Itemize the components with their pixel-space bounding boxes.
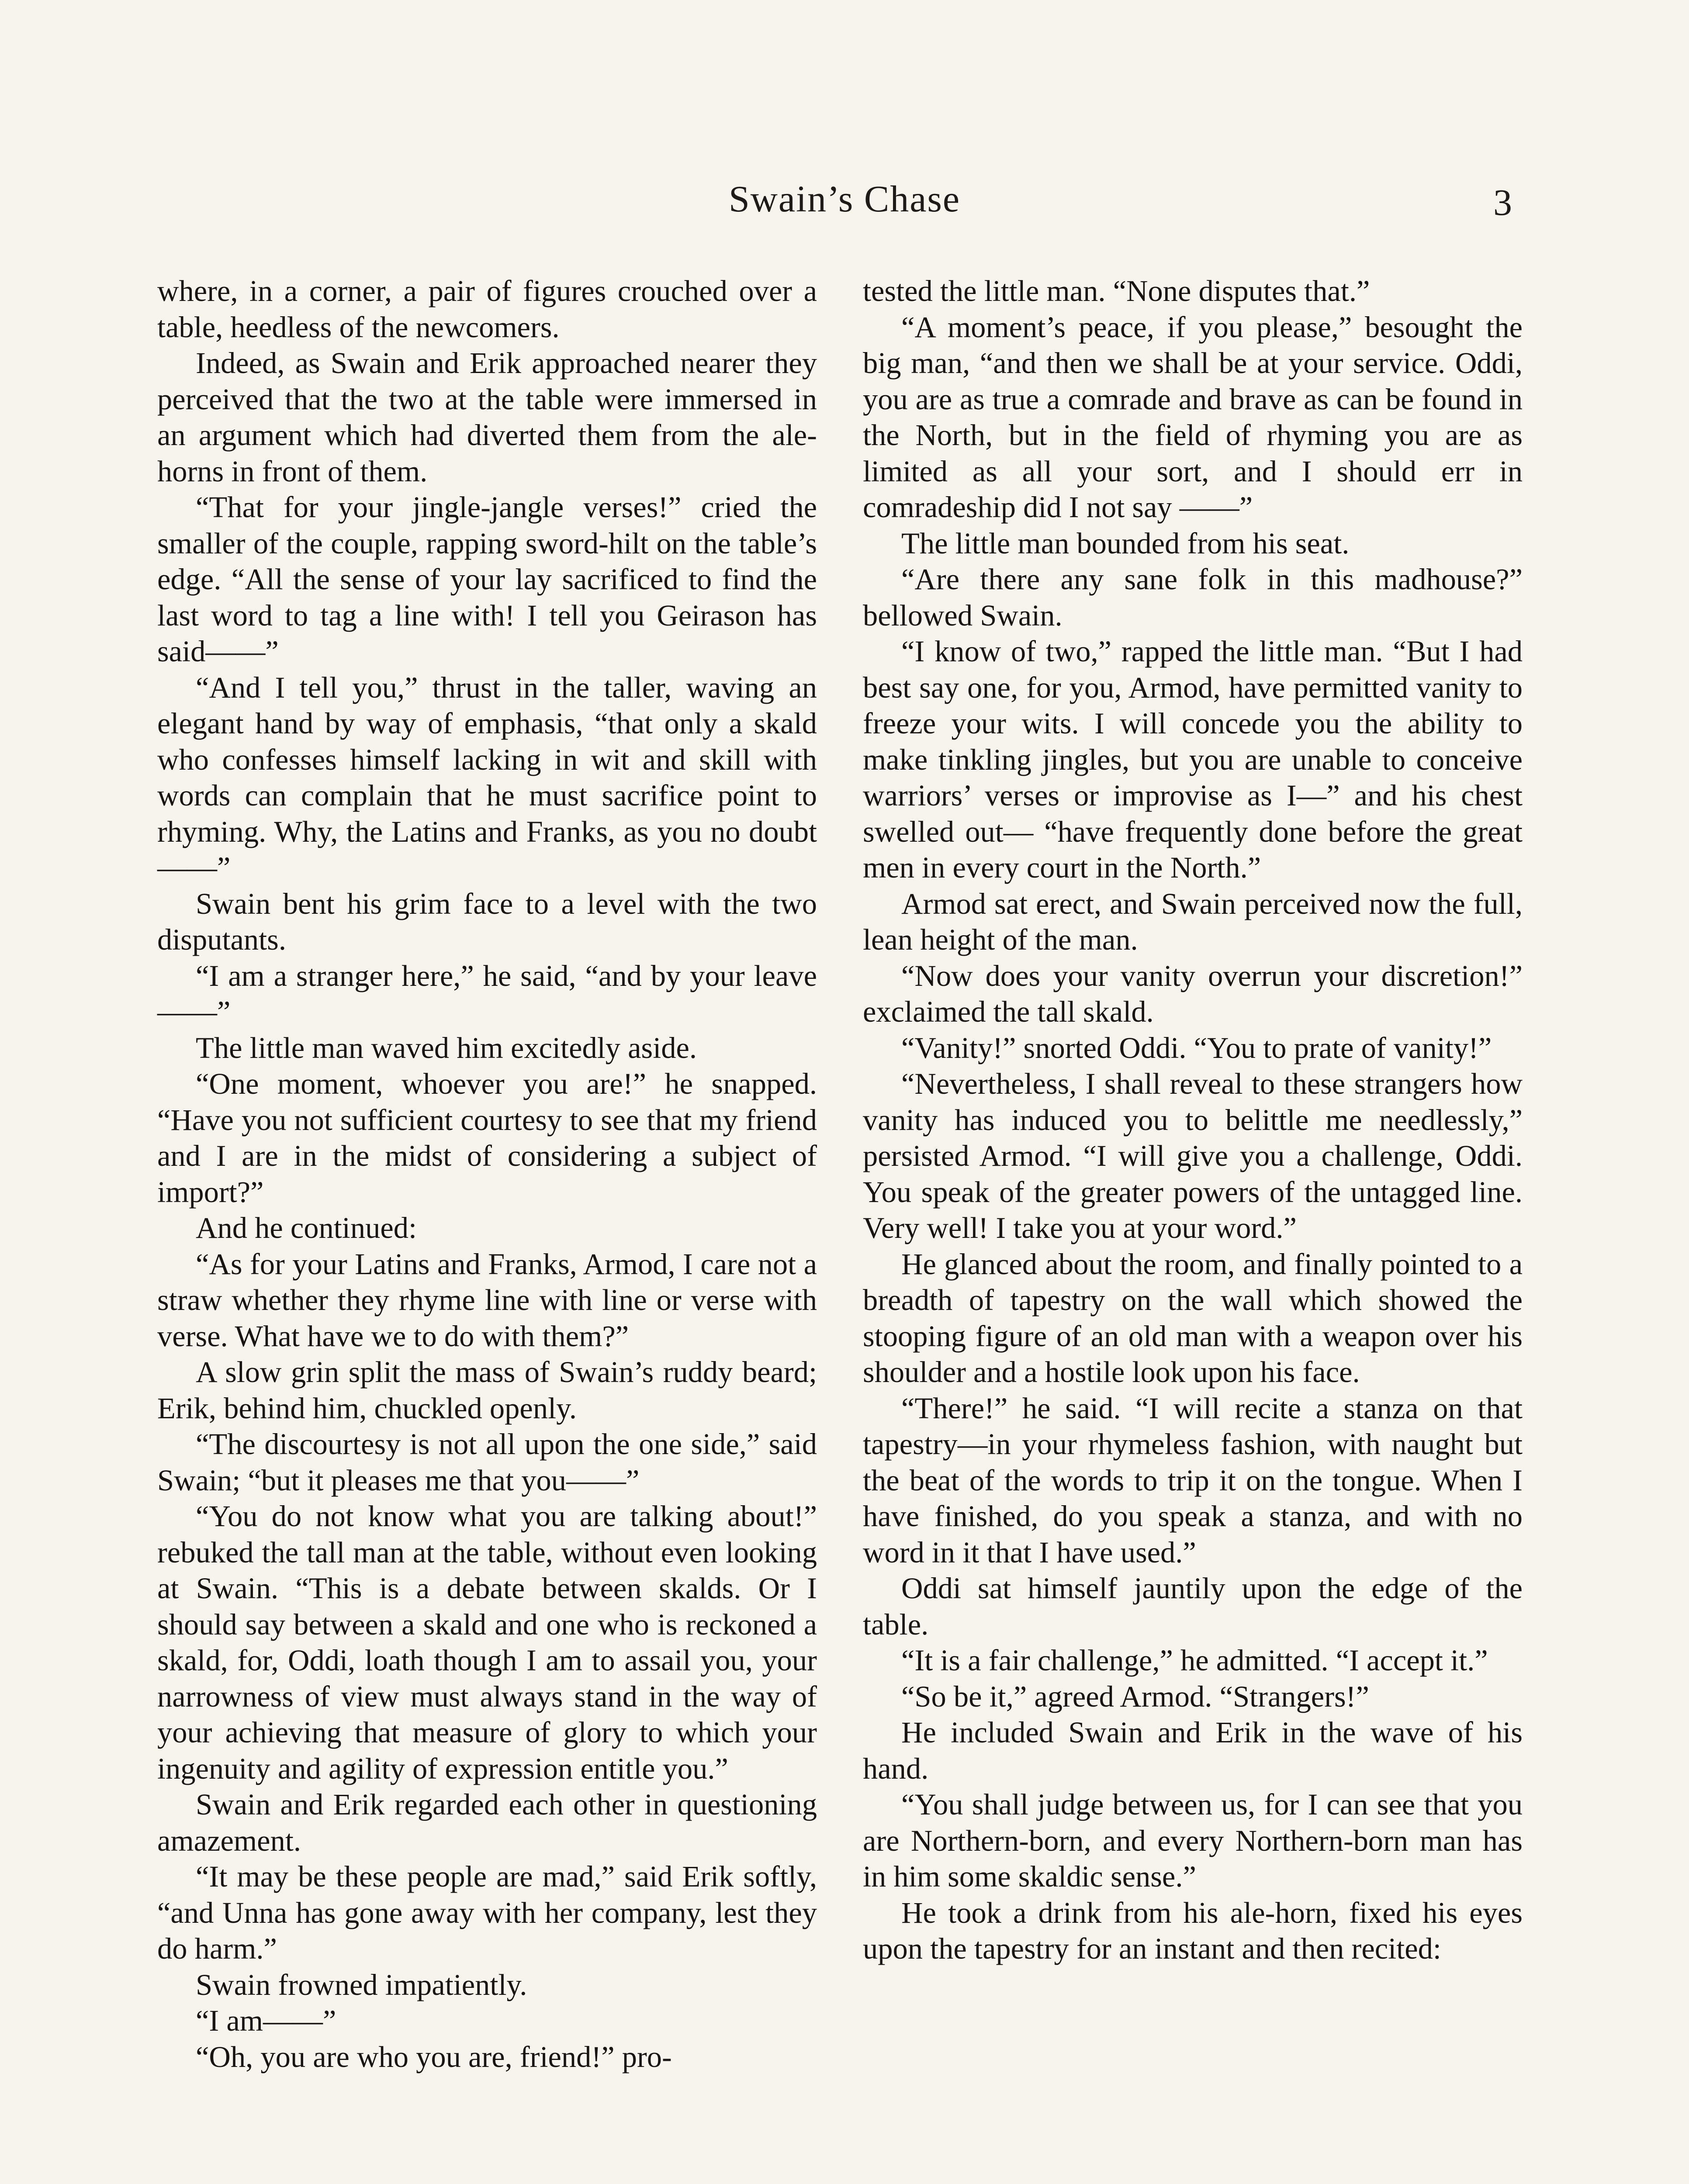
paragraph: And he continued: bbox=[196, 1211, 417, 1244]
paragraph: Swain bent his grim face to a level with the two disputants. bbox=[157, 887, 817, 956]
right-column bbox=[863, 273, 1523, 1967]
paragraph: “So be it,” agreed Armod. “Strangers!” bbox=[901, 1679, 1369, 1713]
paragraph: Indeed, as Swain and Erik approached nearer they perceived that the two at the table were immersed in an argument which had diverted them from the ale-horns in front of them. bbox=[157, 346, 817, 488]
paragraph: where, in a corner, a pair of figures crouched over a table, heedless of the newcomers. bbox=[157, 274, 817, 344]
paragraph: “Nevertheless, I shall reveal to these strangers how vanity has induced you to belittle me needlessly,” persisted Armod. “I will give you a challenge, Oddi. You speak of the greater powers of the untagged line. Very well! I take you at your word.” bbox=[863, 1067, 1523, 1244]
paragraph: He included Swain and Erik in the wave of his hand. bbox=[863, 1716, 1523, 1785]
running-head bbox=[0, 177, 1689, 229]
paragraph: Swain frowned impatiently. bbox=[196, 1968, 527, 2001]
paragraph: “The discourtesy is not all upon the one side,” said Swain; “but it pleases me that you——” bbox=[157, 1427, 817, 1497]
paragraph: “Oh, you are who you are, friend!” pro- bbox=[196, 2040, 672, 2073]
paragraph: He took a drink from his ale-horn, fixed his eyes upon the tapestry for an instant and then recited: bbox=[863, 1896, 1523, 1965]
paragraph: “You do not know what you are talking about!” rebuked the tall man at the table, without even looking at Swain. “This is a debate between skalds. Or I should say between a skald and one who is reckoned a skald, for, Oddi, loath though I am to assail you, your narrowness of view must always stand in the way of your achieving that measure of glory to which your ingenuity and agility of expression entitle you.” bbox=[157, 1500, 817, 1785]
paragraph: “And I tell you,” thrust in the taller, waving an elegant hand by way of emphasis, “that only a skald who confesses himself lacking in wit and skill with words can complain that he must sacrifice point to rhyming. Why, the Latins and Franks, as you no doubt——” bbox=[157, 670, 817, 884]
paragraph: “I am a stranger here,” he said, “and by your leave——” bbox=[157, 959, 817, 1028]
paragraph: “Are there any sane folk in this madhouse?” bellowed Swain. bbox=[863, 563, 1523, 632]
paragraph: “A moment’s peace, if you please,” besought the big man, “and then we shall be at your service. Oddi, you are as true a comrade and brave as can be found in the North, but in the field of rhyming you are as limited as all your sort, and I should err in comradeship did I not say ——” bbox=[863, 310, 1523, 524]
paragraph: “You shall judge between us, for I can see that you are Northern-born, and every Northern-born man has in him some skaldic sense.” bbox=[863, 1788, 1523, 1893]
paragraph: “I am——” bbox=[196, 2004, 336, 2037]
paragraph: “Now does your vanity overrun your discretion!” exclaimed the tall skald. bbox=[863, 959, 1523, 1028]
paragraph: “As for your Latins and Franks, Armod, I care not a straw whether they rhyme line with line or verse with verse. What have we to do with them?” bbox=[157, 1247, 817, 1353]
paragraph: tested the little man. “None disputes that.” bbox=[863, 274, 1370, 308]
paragraph: “It may be these people are mad,” said Erik softly, “and Unna has gone away with her company, lest they do harm.” bbox=[157, 1860, 817, 1965]
paragraph: A slow grin split the mass of Swain’s ruddy beard; Erik, behind him, chuckled openly. bbox=[157, 1355, 817, 1425]
paragraph: “It is a fair challenge,” he admitted. “I accept it.” bbox=[901, 1644, 1488, 1677]
paragraph: The little man bounded from his seat. bbox=[901, 526, 1350, 560]
running-title: Swain’s Chase bbox=[728, 178, 961, 220]
paragraph: “That for your jingle-jangle verses!” cried the smaller of the couple, rapping sword-hilt on the table’s edge. “All the sense of your lay sacrificed to find the last word to tag a line with! I tell you Geirason has said——” bbox=[157, 491, 817, 668]
paragraph: Armod sat erect, and Swain perceived now the full, lean height of the man. bbox=[863, 887, 1523, 956]
paragraph: “One moment, whoever you are!” he snapped. “Have you not sufficient courtesy to see that my friend and I are in the midst of considering a subject of import?” bbox=[157, 1067, 817, 1209]
page-number: 3 bbox=[1493, 181, 1512, 223]
left-column bbox=[157, 273, 817, 2075]
paragraph: The little man waved him excitedly aside. bbox=[196, 1031, 697, 1064]
paragraph: Oddi sat himself jauntily upon the edge of the table. bbox=[863, 1572, 1523, 1641]
paragraph: “There!” he said. “I will recite a stanza on that tapestry—in your rhymeless fashion, with naught but the beat of the words to trip it on the tongue. When I have finished, do you speak a stanza, and with no word in it that I have used.” bbox=[863, 1391, 1523, 1569]
paragraph: Swain and Erik regarded each other in questioning amazement. bbox=[157, 1788, 817, 1857]
paragraph: He glanced about the room, and finally pointed to a breadth of tapestry on the wall which showed the stooping figure of an old man with a weapon over his shoulder and a hostile look upon his face. bbox=[863, 1247, 1523, 1389]
paragraph: “Vanity!” snorted Oddi. “You to prate of vanity!” bbox=[901, 1031, 1492, 1064]
paragraph: “I know of two,” rapped the little man. “But I had best say one, for you, Armod, have permitted vanity to freeze your wits. I will concede you the ability to make tinkling jingles, but you are unable to conceive warriors’ verses or improvise as I—” and his chest swelled out— “have frequently done before the great men in every court in the North.” bbox=[863, 635, 1523, 884]
